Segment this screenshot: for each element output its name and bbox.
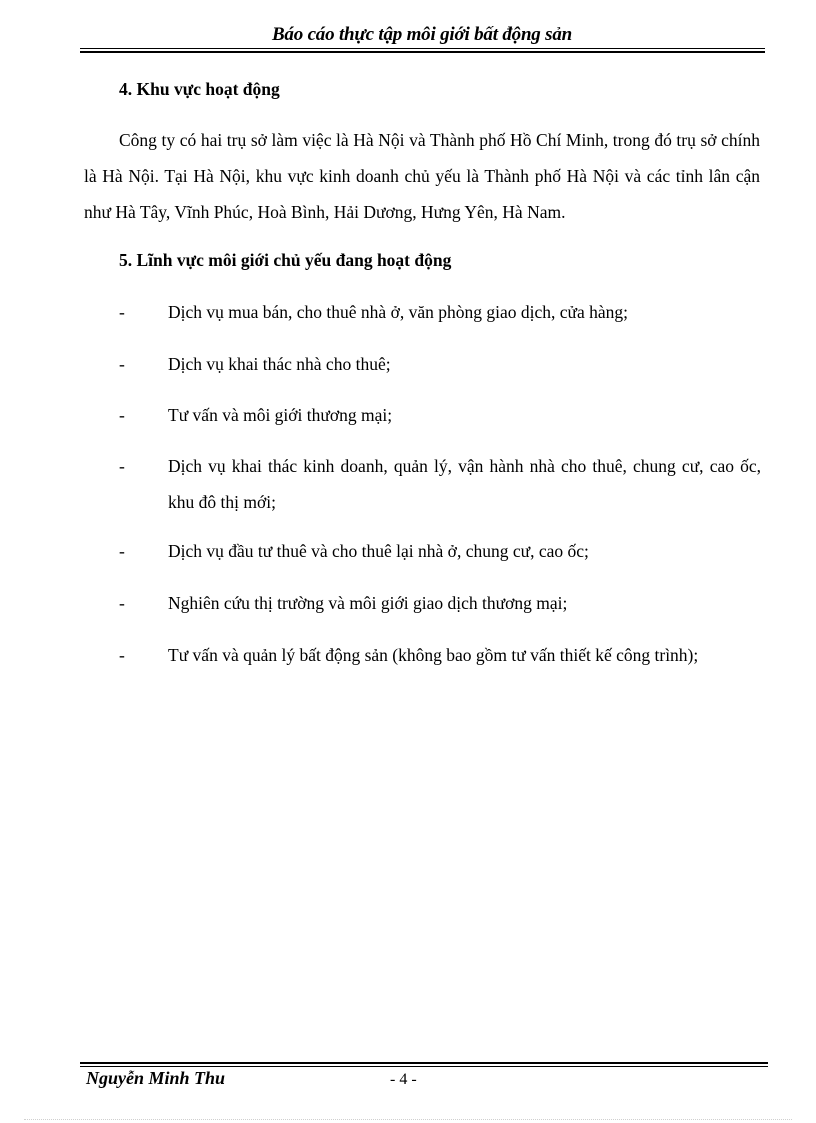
list-item-text: Tư vấn và quản lý bất động sản (không bao gồm tư vấn thiết kế công trình);: [168, 645, 699, 665]
list-item-text: Nghiên cứu thị trường và môi giới giao dịch thương mại;: [168, 593, 568, 613]
footer-rule-bottom: [80, 1066, 768, 1067]
list-item: [119, 294, 761, 330]
list-item-text: Dịch vụ khai thác nhà cho thuê;: [168, 354, 391, 374]
list-item: [119, 585, 761, 621]
bullet-dash: -: [119, 405, 125, 425]
list-item: [119, 397, 761, 433]
bullet-dash: -: [119, 593, 125, 613]
list-item: [119, 346, 761, 382]
footer-rule-top: [80, 1062, 768, 1064]
list-item-text: Tư vấn và môi giới thương mại;: [168, 405, 393, 425]
header-title: Báo cáo thực tập môi giới bất động sản: [271, 24, 573, 45]
bullet-dash: -: [119, 354, 125, 374]
section-4-paragraph: Công ty có hai trụ sở làm việc là Hà Nội và Thành phố Hồ Chí Minh, trong đó trụ sở chính là Hà Nội. Tại Hà Nội, khu vực kinh doanh chủ yếu là Thành phố Hà Nội và các tỉnh lân cận như Hà Tây, Vĩnh Phúc, Hoà Bình, Hải Dương, Hưng Yên, Hà Nam.: [84, 130, 760, 222]
header-rule-top: [80, 48, 765, 49]
bullet-dash: -: [119, 302, 125, 322]
header-rule-bottom: [80, 51, 765, 53]
list-item-text: Dịch vụ mua bán, cho thuê nhà ở, văn phòng giao dịch, cửa hàng;: [168, 302, 629, 322]
footer-author: Nguyễn Minh Thu: [86, 1068, 226, 1088]
section-5-heading: 5. Lĩnh vực môi giới chủ yếu đang hoạt động: [119, 250, 452, 270]
list-item-text: Dịch vụ khai thác kinh doanh, quản lý, vận hành nhà cho thuê, chung cư, cao ốc, khu đô thị mới;: [168, 456, 761, 512]
bullet-dash: -: [119, 541, 125, 561]
bullet-dash: -: [119, 456, 125, 476]
list-item: [119, 448, 761, 520]
page-bottom-border: [24, 1119, 792, 1120]
section-4-heading: 4. Khu vực hoạt động: [119, 79, 280, 99]
bullet-dash: -: [119, 645, 125, 665]
list-item: [119, 637, 761, 673]
list-item: [119, 533, 761, 569]
list-item-text: Dịch vụ đầu tư thuê và cho thuê lại nhà ở, chung cư, cao ốc;: [168, 541, 589, 561]
page-number: - 4 -: [390, 1071, 417, 1088]
